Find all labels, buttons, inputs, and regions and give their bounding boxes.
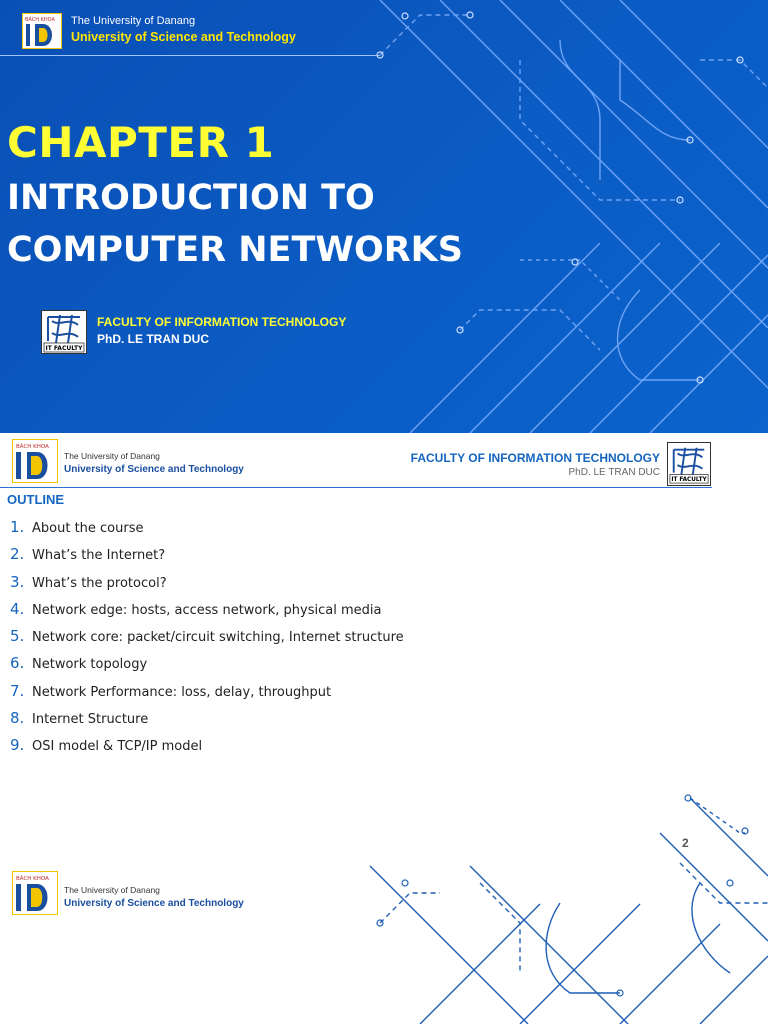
header-divider [0,487,712,488]
outline-slide [0,433,768,1024]
page-number: 2 [682,836,689,850]
outline-item [10,709,404,736]
outline-item [10,518,404,545]
chapter-title: CHAPTER 1 [7,118,275,167]
university-logo [22,13,62,49]
outline-text: OSI model & TCP/IP model [32,739,203,755]
svg-text:IT FACULTY: IT FACULTY [671,477,707,484]
outline-text: What’s the Internet? [32,548,166,564]
outline-item [10,682,404,709]
outline-number: 2. [10,545,25,564]
university-name: University of Science and Technology [64,464,244,475]
outline-number: 7. [10,681,25,700]
university-parent: The University of Danang [64,451,160,461]
slide-title-line-2: COMPUTER NETWORKS [7,230,463,270]
slide-title-line-1: INTRODUCTION TO [7,178,375,218]
outline-number: 4. [10,599,25,618]
outline-text: Network edge: hosts, access network, physical media [32,602,382,618]
outline-number: 6. [10,654,25,673]
outline-text: Internet Structure [32,712,149,728]
outline-item [10,627,404,654]
svg-text:BÁCH KHOA: BÁCH KHOA [16,876,49,882]
outline-number: 1. [10,518,25,536]
outline-number: 8. [10,709,25,728]
it-faculty-logo [41,310,87,354]
title-slide [0,0,768,433]
it-faculty-logo [667,442,711,486]
outline-text: What’s the protocol? [32,575,167,591]
outline-text: Network Performance: loss, delay, throughput [32,684,332,700]
outline-text: About the course [32,521,144,536]
svg-text:BÁCH KHOA: BÁCH KHOA [16,444,49,450]
outline-list [10,518,404,764]
header-divider [0,55,380,56]
author-name: PhD. LE TRAN DUC [568,467,660,478]
outline-text: Network topology [32,657,148,673]
outline-item [10,654,404,681]
outline-item [10,573,404,600]
outline-number: 9. [10,736,25,755]
university-name: University of Science and Technology [64,898,244,909]
faculty-name: FACULTY OF INFORMATION TECHNOLOGY [410,451,660,465]
university-logo [12,871,58,915]
outline-text: Network core: packet/circuit switching, Internet structure [32,630,404,646]
outline-item [10,600,404,627]
outline-item [10,545,404,572]
outline-title: OUTLINE [7,492,65,507]
outline-number: 5. [10,627,25,646]
svg-text:IT FACULTY: IT FACULTY [45,345,83,352]
university-parent: The University of Danang [71,15,196,27]
faculty-name: FACULTY OF INFORMATION TECHNOLOGY [97,315,347,329]
svg-text:BÁCH KHOA: BÁCH KHOA [25,17,55,23]
university-name: University of Science and Technology [71,30,296,44]
university-logo [12,439,58,483]
outline-number: 3. [10,572,25,591]
outline-item [10,736,404,763]
university-parent: The University of Danang [64,885,160,895]
author-name: PhD. LE TRAN DUC [97,332,209,346]
